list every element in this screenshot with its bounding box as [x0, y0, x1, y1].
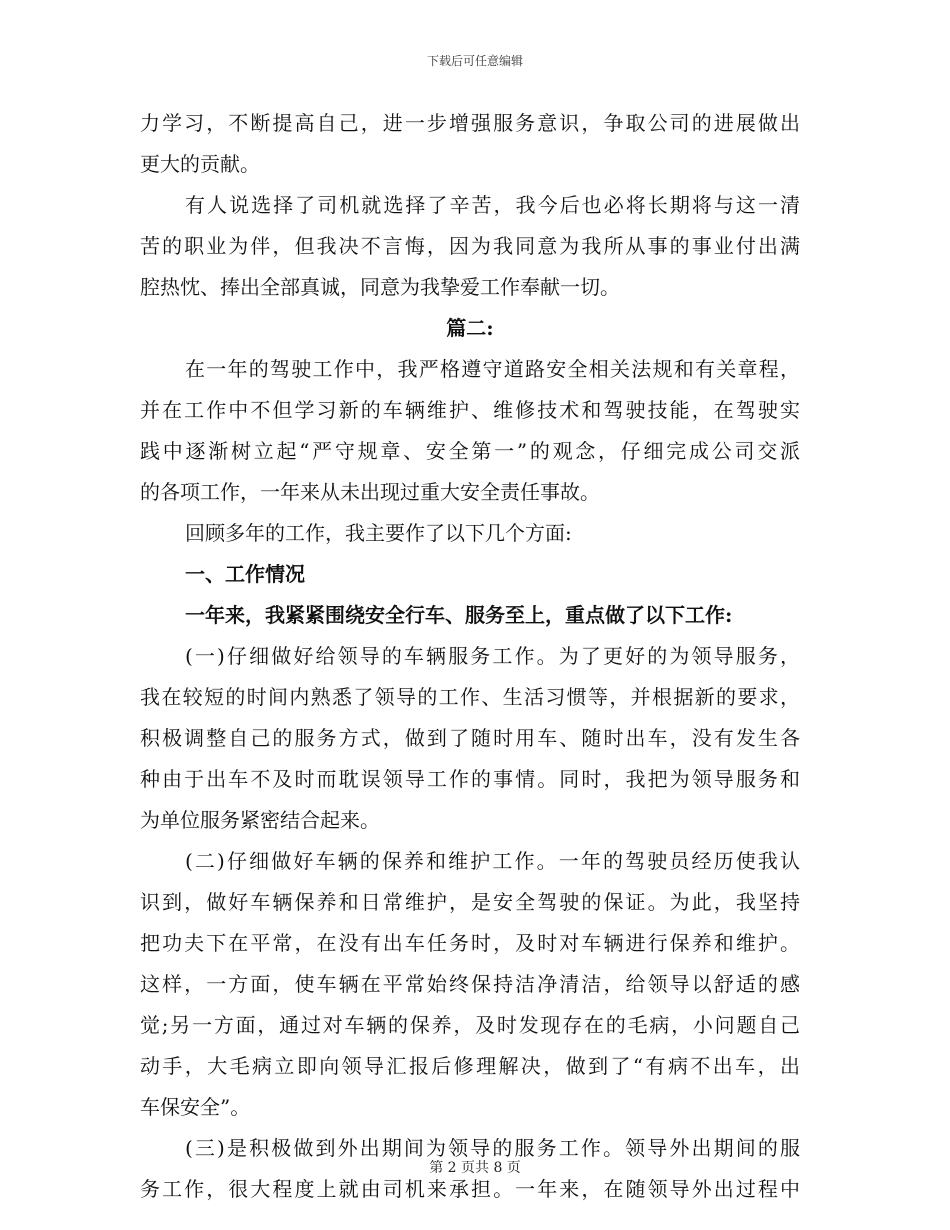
text-line: 力学习，不断提高自己，进一步增强服务意识，争取公司的进展做出 — [140, 111, 800, 135]
text-line: 车保安全”。 — [140, 1095, 251, 1119]
text-line: 为单位服务紧密结合起来。 — [140, 808, 380, 832]
text-line: (一)仔细做好给领导的车辆服务工作。为了更好的为领导服务， — [185, 644, 800, 668]
page-footer: 第 2 页共 8 页 — [429, 1160, 521, 1176]
text-line: 务工作，很大程度上就由司机来承担。一年来，在随领导外出过程中 — [140, 1177, 800, 1201]
text-line: 的各项工作，一年来从未出现过重大安全责任事故。 — [140, 480, 600, 504]
text-line: 这样，一方面，使车辆在平常始终保持洁净清洁，给领导以舒适的感 — [140, 972, 800, 996]
text-line: 并在工作中不但学习新的车辆维护、维修技术和驾驶技能，在驾驶实 — [140, 398, 800, 422]
text-line: 觉;另一方面，通过对车辆的保养，及时发现存在的毛病，小问题自己 — [140, 1013, 800, 1037]
text-line: 践中逐渐树立起“严守规章、安全第一”的观念，仔细完成公司交派 — [140, 439, 800, 463]
text-line: 苦的职业为伴，但我决不言悔，因为我同意为我所从事的事业付出满 — [140, 234, 800, 258]
text-line: 回顾多年的工作，我主要作了以下几个方面: — [185, 521, 572, 545]
text-line: 动手，大毛病立即向领导汇报后修理解决，做到了“有病不出车，出 — [140, 1054, 800, 1078]
text-line: 有人说选择了司机就选择了辛苦，我今后也必将长期将与这一清 — [185, 193, 800, 217]
text-line: 积极调整自己的服务方式，做到了随时用车、随时出车，没有发生各 — [140, 726, 800, 750]
text-line: (三)是积极做到外出期间为领导的服务工作。领导外出期间的服 — [185, 1136, 800, 1160]
text-line: 腔热忱、捧出全部真诚，同意为我挚爱工作奉献一切。 — [140, 275, 620, 299]
text-line: (二)仔细做好车辆的保养和维护工作。一年的驾驶员经历使我认 — [185, 849, 800, 873]
bold-lead-line: 一年来，我紧紧围绕安全行车、服务至上，重点做了以下工作: — [185, 603, 733, 627]
text-line: 种由于出车不及时而耽误领导工作的事情。同时，我把为领导服务和 — [140, 767, 800, 791]
section-heading: 篇二: — [446, 316, 494, 340]
text-line: 在一年的驾驶工作中，我严格遵守道路安全相关法规和有关章程， — [185, 357, 800, 381]
text-line: 把功夫下在平常，在没有出车任务时，及时对车辆进行保养和维护。 — [140, 931, 800, 955]
text-line: 我在较短的时间内熟悉了领导的工作、生活习惯等，并根据新的要求， — [140, 685, 800, 709]
text-line: 识到，做好车辆保养和日常维护，是安全驾驶的保证。为此，我坚持 — [140, 890, 800, 914]
document-body — [140, 103, 800, 1210]
text-line: 更大的贡献。 — [140, 152, 260, 176]
subsection-heading: 一、工作情况 — [185, 562, 305, 586]
page-header: 下载后可任意编辑 — [426, 54, 523, 68]
